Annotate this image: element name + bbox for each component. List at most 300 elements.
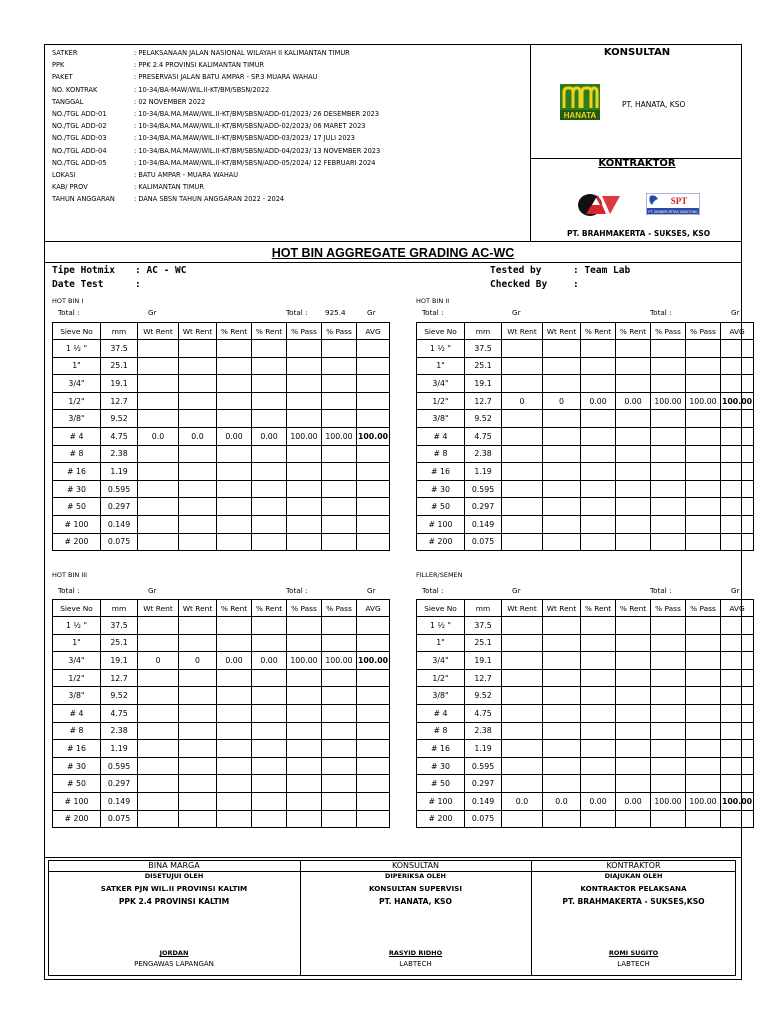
table-row (53, 410, 390, 428)
info-label: NO./TGL ADD-02 (52, 122, 107, 131)
value-cell (322, 498, 357, 516)
tipe-hotmix-value: : AC - WC (135, 265, 187, 276)
value-cell: 0.00 (581, 792, 616, 810)
table-row (417, 792, 754, 810)
value-cell: 0.00 (616, 392, 651, 410)
value-cell (179, 617, 217, 635)
table-row (53, 810, 390, 828)
value-cell (138, 757, 179, 775)
table-row (417, 427, 754, 445)
value-cell (686, 375, 721, 393)
total-label-2: Total : (650, 308, 672, 317)
total-unit: Gr (148, 308, 157, 317)
column-header: Wt Rent (502, 600, 543, 617)
avg-cell (721, 357, 754, 375)
value-cell (252, 810, 287, 828)
column-header: mm (101, 323, 138, 340)
column-header: % Pass (287, 323, 322, 340)
value-cell (616, 357, 651, 375)
value-cell (543, 357, 581, 375)
signature-name: JORDAN (159, 949, 189, 957)
mm-cell: 0.297 (465, 775, 502, 793)
sieve-no-cell: # 8 (417, 722, 465, 740)
value-cell (252, 775, 287, 793)
mm-cell: 0.297 (465, 498, 502, 516)
table-row (53, 704, 390, 722)
table-row (417, 392, 754, 410)
signature-org: KONSULTAN SUPERVISI (368, 884, 462, 893)
value-cell (686, 463, 721, 481)
info-label: TAHUN ANGGARAN (52, 195, 115, 204)
column-header: Wt Rent (543, 600, 581, 617)
value-cell (179, 757, 217, 775)
value-cell (322, 410, 357, 428)
value-cell (651, 634, 686, 652)
mm-cell: 4.75 (465, 704, 502, 722)
value-cell (217, 634, 252, 652)
value-cell (581, 427, 616, 445)
value-cell (179, 392, 217, 410)
value-cell (138, 740, 179, 758)
mm-cell: 0.149 (465, 515, 502, 533)
column-header: Wt Rent (138, 600, 179, 617)
value-cell (686, 340, 721, 358)
value-cell (252, 375, 287, 393)
value-cell (616, 515, 651, 533)
sieve-no-cell: 3/4" (417, 375, 465, 393)
value-cell (138, 704, 179, 722)
value-cell (287, 722, 322, 740)
total-unit: Gr (148, 586, 157, 595)
total-label-2: Total : (286, 586, 308, 595)
value-cell (179, 533, 217, 551)
value-cell (217, 515, 252, 533)
value-cell (502, 775, 543, 793)
column-header: % Pass (287, 600, 322, 617)
mm-cell: 0.595 (465, 480, 502, 498)
kontraktor-name: PT. BRAHMAKERTA - SUKSES, KSO (567, 229, 711, 238)
value-cell (138, 722, 179, 740)
value-cell (581, 463, 616, 481)
total-unit: Gr (512, 586, 521, 595)
value-cell (252, 445, 287, 463)
value-cell (651, 357, 686, 375)
value-cell (252, 722, 287, 740)
value-cell (287, 463, 322, 481)
value-cell (179, 704, 217, 722)
value-cell (138, 375, 179, 393)
value-cell (616, 669, 651, 687)
sieve-no-cell: # 30 (53, 480, 101, 498)
value-cell: 0.00 (616, 792, 651, 810)
table-row (53, 375, 390, 393)
value-cell (179, 634, 217, 652)
table-row (53, 617, 390, 635)
value-cell (543, 617, 581, 635)
table-row (53, 792, 390, 810)
table-row (417, 775, 754, 793)
avg-cell (357, 775, 390, 793)
sieve-no-cell: # 200 (53, 810, 101, 828)
mm-cell: 0.149 (101, 792, 138, 810)
value-cell (179, 375, 217, 393)
value-cell (543, 427, 581, 445)
value-cell (686, 427, 721, 445)
avg-cell (357, 810, 390, 828)
value-cell (543, 410, 581, 428)
date-test-label: Date Test (52, 279, 104, 290)
avg-cell (721, 498, 754, 516)
value-cell (287, 410, 322, 428)
value-cell (252, 669, 287, 687)
column-header: Sieve No (417, 323, 465, 340)
value-cell (581, 740, 616, 758)
column-header: Wt Rent (179, 323, 217, 340)
value-cell: 100.00 (322, 427, 357, 445)
grading-table (416, 322, 754, 551)
value-cell (581, 480, 616, 498)
avg-cell (721, 463, 754, 481)
value-cell (179, 445, 217, 463)
avg-cell (357, 375, 390, 393)
value-cell (287, 669, 322, 687)
sieve-no-cell: # 16 (53, 740, 101, 758)
table-row (53, 740, 390, 758)
value-cell: 100.00 (651, 792, 686, 810)
value-cell (502, 757, 543, 775)
value-cell (287, 392, 322, 410)
value-cell (217, 375, 252, 393)
table-row (53, 652, 390, 670)
value-cell (651, 722, 686, 740)
value-cell (616, 427, 651, 445)
value-cell (616, 445, 651, 463)
table-row (53, 427, 390, 445)
value-cell (252, 617, 287, 635)
sieve-no-cell: # 50 (417, 498, 465, 516)
sieve-no-cell: 3/4" (53, 652, 101, 670)
svg-text:HANATA: HANATA (563, 111, 597, 120)
sieve-no-cell: 3/8" (417, 687, 465, 705)
value-cell: 0.00 (252, 652, 287, 670)
value-cell (217, 410, 252, 428)
value-cell (543, 669, 581, 687)
value-cell (616, 498, 651, 516)
value-cell (252, 515, 287, 533)
value-cell (322, 704, 357, 722)
table-row (53, 634, 390, 652)
value-cell (686, 480, 721, 498)
column-header: AVG (357, 323, 390, 340)
mm-cell: 0.149 (465, 792, 502, 810)
sieve-no-cell: 1 ½ " (417, 617, 465, 635)
value-cell (581, 375, 616, 393)
value-cell (179, 669, 217, 687)
value-cell (217, 392, 252, 410)
avg-cell (721, 722, 754, 740)
value-cell: 0.00 (217, 652, 252, 670)
info-value: : 10-34/BA-MAW/WIL.II-KT/BM/SBSN/2022 (134, 85, 270, 94)
mm-cell: 1.19 (101, 463, 138, 481)
mm-cell: 0.149 (101, 515, 138, 533)
value-cell (502, 427, 543, 445)
mm-cell: 25.1 (101, 634, 138, 652)
avg-cell (357, 687, 390, 705)
value-cell (179, 357, 217, 375)
value-cell (502, 810, 543, 828)
table-row (53, 392, 390, 410)
grading-table (52, 599, 390, 828)
value-cell (651, 463, 686, 481)
sieve-no-cell: 3/4" (53, 375, 101, 393)
mm-cell: 37.5 (101, 340, 138, 358)
value-cell (686, 498, 721, 516)
mm-cell: 0.075 (465, 533, 502, 551)
value-cell: 100.00 (686, 792, 721, 810)
value-cell (543, 533, 581, 551)
value-cell (651, 687, 686, 705)
mm-cell: 4.75 (101, 704, 138, 722)
column-header: Wt Rent (138, 323, 179, 340)
sieve-no-cell: # 100 (53, 515, 101, 533)
value-cell (138, 445, 179, 463)
avg-cell (721, 533, 754, 551)
mm-cell: 9.52 (101, 687, 138, 705)
value-cell (543, 757, 581, 775)
value-cell (581, 722, 616, 740)
value-cell (651, 340, 686, 358)
value-cell (502, 480, 543, 498)
column-header: % Rent (581, 323, 616, 340)
table-header-row (417, 600, 754, 617)
value-cell: 0.0 (138, 427, 179, 445)
tipe-hotmix-label: Tipe Hotmix (52, 265, 115, 276)
mm-cell: 12.7 (101, 392, 138, 410)
info-value: : PELAKSANAAN JALAN NASIONAL WILAYAH II KALIMANTAN TIMUR (134, 49, 350, 57)
value-cell (581, 757, 616, 775)
svg-text:PT. SUMBER PETRA TANGTONG: PT. SUMBER PETRA TANGTONG (648, 210, 698, 214)
value-cell: 0.0 (543, 792, 581, 810)
value-cell (686, 445, 721, 463)
info-label: PAKET (52, 73, 73, 82)
sieve-no-cell: # 16 (417, 463, 465, 481)
value-cell (581, 498, 616, 516)
column-header: % Pass (686, 323, 721, 340)
value-cell (651, 704, 686, 722)
sieve-no-cell: # 50 (417, 775, 465, 793)
mm-cell: 19.1 (101, 652, 138, 670)
value-cell (616, 463, 651, 481)
value-cell (651, 810, 686, 828)
sieve-no-cell: 3/8" (417, 410, 465, 428)
signature-org: KONTRAKTOR PELAKSANA (580, 884, 687, 893)
value-cell (322, 533, 357, 551)
value-cell (651, 740, 686, 758)
checked-by-label: Checked By (490, 279, 548, 290)
table-row (417, 687, 754, 705)
column-header: mm (465, 323, 502, 340)
avg-cell (721, 740, 754, 758)
avg-cell (357, 634, 390, 652)
sieve-no-cell: 1/2" (53, 392, 101, 410)
avg-cell (357, 704, 390, 722)
value-cell (686, 533, 721, 551)
column-header: % Rent (581, 600, 616, 617)
info-value: : 10-34/BA.MA.MAW/WIL.II-KT/BM/SBSN/ADD-05/2024/ 12 FEBRUARI 2024 (134, 158, 376, 167)
column-header: % Rent (252, 600, 287, 617)
value-cell (686, 740, 721, 758)
value-cell (217, 792, 252, 810)
total-label: Total : (422, 586, 444, 595)
value-cell: 0 (502, 392, 543, 410)
value-cell: 100.00 (686, 392, 721, 410)
avg-cell (357, 757, 390, 775)
value-cell (179, 410, 217, 428)
value-cell (651, 515, 686, 533)
column-header: % Rent (616, 323, 651, 340)
value-cell (651, 775, 686, 793)
value-cell (287, 375, 322, 393)
value-cell (287, 498, 322, 516)
sieve-no-cell: 3/8" (53, 687, 101, 705)
avg-cell (357, 410, 390, 428)
table-row (417, 480, 754, 498)
value-cell (252, 687, 287, 705)
value-cell (287, 357, 322, 375)
value-cell (322, 792, 357, 810)
value-cell (322, 445, 357, 463)
table-row (53, 669, 390, 687)
sieve-no-cell: 3/8" (53, 410, 101, 428)
value-cell (138, 463, 179, 481)
column-header: Sieve No (53, 600, 101, 617)
value-cell (252, 340, 287, 358)
sieve-no-cell: # 8 (417, 445, 465, 463)
value-cell (138, 669, 179, 687)
mm-cell: 2.38 (101, 722, 138, 740)
signature-role: DIAJUKAN OLEH (604, 872, 663, 880)
value-cell (138, 498, 179, 516)
value-cell (322, 722, 357, 740)
avg-cell (721, 445, 754, 463)
konsultan-name: PT. HANATA, KSO (622, 100, 686, 109)
value-cell (287, 515, 322, 533)
value-cell (686, 687, 721, 705)
value-cell (502, 340, 543, 358)
value-cell (217, 669, 252, 687)
value-cell (502, 704, 543, 722)
header-divider-vertical (530, 44, 531, 242)
value-cell (217, 617, 252, 635)
value-cell (581, 687, 616, 705)
value-cell (581, 357, 616, 375)
header-bottom-line (44, 241, 742, 242)
value-cell (616, 480, 651, 498)
signature-header: KONSULTAN (391, 861, 440, 870)
value-cell (179, 515, 217, 533)
sieve-no-cell: # 30 (417, 480, 465, 498)
mm-cell: 0.595 (101, 757, 138, 775)
value-cell (502, 498, 543, 516)
signature-org-2: PT. HANATA, KSO (379, 897, 452, 906)
sieve-no-cell: # 4 (53, 427, 101, 445)
value-cell (322, 463, 357, 481)
column-header: AVG (721, 600, 754, 617)
info-label: KAB/ PROV (52, 183, 88, 192)
table-row (53, 533, 390, 551)
mm-cell: 2.38 (465, 445, 502, 463)
table-row (417, 410, 754, 428)
value-cell (322, 634, 357, 652)
value-cell (543, 687, 581, 705)
avg-cell (721, 652, 754, 670)
total-label: Total : (58, 308, 80, 317)
table-row (53, 515, 390, 533)
sieve-no-cell: 3/4" (417, 652, 465, 670)
table-row (417, 498, 754, 516)
value-cell (179, 792, 217, 810)
value-cell (616, 704, 651, 722)
value-cell (616, 617, 651, 635)
table-row (417, 515, 754, 533)
value-cell (252, 533, 287, 551)
value-cell (651, 410, 686, 428)
avg-cell (721, 634, 754, 652)
value-cell (252, 634, 287, 652)
value-cell (543, 704, 581, 722)
table-row (53, 775, 390, 793)
column-header: AVG (721, 323, 754, 340)
value-cell (179, 687, 217, 705)
value-cell (616, 775, 651, 793)
value-cell (651, 669, 686, 687)
brahmakerta-logo (576, 192, 622, 218)
avg-cell (357, 722, 390, 740)
value-cell (686, 669, 721, 687)
mm-cell: 37.5 (101, 617, 138, 635)
sieve-no-cell: # 16 (53, 463, 101, 481)
value-cell (217, 357, 252, 375)
value-cell (616, 810, 651, 828)
value-cell (287, 775, 322, 793)
value-cell (138, 357, 179, 375)
value-cell: 0.00 (217, 427, 252, 445)
value-cell: 100.00 (322, 652, 357, 670)
sieve-no-cell: # 50 (53, 498, 101, 516)
avg-cell: 100.00 (357, 427, 390, 445)
mm-cell: 0.297 (101, 775, 138, 793)
mm-cell: 12.7 (465, 669, 502, 687)
info-label: NO./TGL ADD-03 (52, 134, 107, 143)
value-cell (502, 463, 543, 481)
column-header: AVG (357, 600, 390, 617)
column-header: mm (465, 600, 502, 617)
table-row (53, 463, 390, 481)
value-cell (651, 533, 686, 551)
value-cell (322, 757, 357, 775)
grading-table (52, 322, 390, 551)
avg-cell (357, 740, 390, 758)
tested-by-label: Tested by (490, 265, 542, 276)
mm-cell: 37.5 (465, 340, 502, 358)
table-header-row (53, 600, 390, 617)
avg-cell (721, 410, 754, 428)
value-cell (252, 792, 287, 810)
sieve-no-cell: # 8 (53, 445, 101, 463)
value-cell (322, 669, 357, 687)
hanata-logo (560, 84, 600, 120)
table-row (417, 375, 754, 393)
